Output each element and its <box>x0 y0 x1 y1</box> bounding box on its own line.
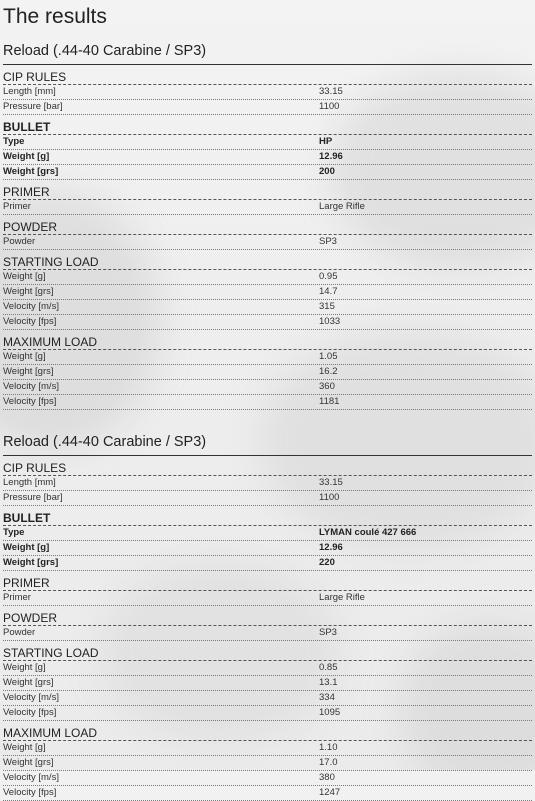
row-label: Velocity [m/s] <box>3 692 59 703</box>
row-label: Velocity [fps] <box>3 787 57 798</box>
table-row <box>3 395 532 410</box>
row-label: Weight [g] <box>3 351 46 362</box>
row-value: Large Rifle <box>319 201 365 212</box>
row-value: Large Rifle <box>319 592 365 603</box>
table-row <box>3 85 532 100</box>
row-label: Weight [g] <box>3 151 50 162</box>
section-heading: BULLET <box>3 511 532 526</box>
table-row <box>3 756 532 771</box>
table-row <box>3 315 532 330</box>
row-value: 16.2 <box>319 366 338 377</box>
section-heading: POWDER <box>3 220 532 235</box>
row-label: Velocity [m/s] <box>3 301 59 312</box>
row-value: 360 <box>319 381 335 392</box>
reload-title: Reload (.44-40 Carabine / SP3) <box>3 41 532 65</box>
row-label: Powder <box>3 627 36 638</box>
table-row <box>3 526 532 541</box>
row-label: Weight [grs] <box>3 166 59 177</box>
table-row <box>3 150 532 165</box>
row-label: Weight [g] <box>3 271 46 282</box>
table-row <box>3 491 532 506</box>
reload-title: Reload (.44-40 Carabine / SP3) <box>3 432 532 456</box>
row-value: 14.7 <box>319 286 338 297</box>
row-value: 334 <box>319 692 335 703</box>
reload-block <box>3 432 532 801</box>
row-value: 200 <box>319 166 335 177</box>
section-heading: MAXIMUM LOAD <box>3 726 532 741</box>
row-value: 33.15 <box>319 86 343 97</box>
row-value: 0.85 <box>319 662 338 673</box>
table-row <box>3 691 532 706</box>
table-row <box>3 135 532 150</box>
table-row <box>3 541 532 556</box>
row-value: 1.10 <box>319 742 338 753</box>
row-label: Velocity [m/s] <box>3 381 59 392</box>
table-row <box>3 350 532 365</box>
table-row <box>3 165 532 180</box>
row-label: Pressure [bar] <box>3 101 63 112</box>
table-row <box>3 706 532 721</box>
row-label: Type <box>3 527 25 538</box>
row-label: Length [mm] <box>3 86 56 97</box>
reload-sections <box>3 70 532 410</box>
row-value: SP3 <box>319 236 337 247</box>
row-value: 12.96 <box>319 542 343 553</box>
row-value: 1.05 <box>319 351 338 362</box>
row-label: Velocity [m/s] <box>3 772 59 783</box>
row-label: Primer <box>3 201 31 212</box>
section-heading: CIP RULES <box>3 70 532 85</box>
section-heading: PRIMER <box>3 576 532 591</box>
table-row <box>3 285 532 300</box>
row-label: Velocity [fps] <box>3 396 57 407</box>
row-label: Powder <box>3 236 36 247</box>
row-value: 1033 <box>319 316 341 327</box>
table-row <box>3 270 532 285</box>
table-row <box>3 676 532 691</box>
row-label: Velocity [fps] <box>3 707 57 718</box>
row-label: Weight [grs] <box>3 757 54 768</box>
table-row <box>3 476 532 491</box>
table-row <box>3 741 532 756</box>
table-row <box>3 771 532 786</box>
section-heading: STARTING LOAD <box>3 255 532 270</box>
section-heading: MAXIMUM LOAD <box>3 335 532 350</box>
row-value: 1181 <box>319 396 340 407</box>
row-value: LYMAN coulé 427 666 <box>319 527 417 538</box>
row-label: Weight [grs] <box>3 286 54 297</box>
table-row <box>3 626 532 641</box>
row-value: 17.0 <box>319 757 338 768</box>
row-value: 315 <box>319 301 335 312</box>
row-value: SP3 <box>319 627 337 638</box>
table-row <box>3 591 532 606</box>
table-row <box>3 365 532 380</box>
page-title: The results <box>3 5 107 28</box>
row-label: Weight [grs] <box>3 557 59 568</box>
table-row <box>3 786 532 801</box>
row-label: Type <box>3 136 25 147</box>
row-label: Velocity [fps] <box>3 316 57 327</box>
section-heading: STARTING LOAD <box>3 646 532 661</box>
reload-block <box>3 41 532 410</box>
row-label: Weight [g] <box>3 742 46 753</box>
row-value: 1095 <box>319 707 341 718</box>
row-value: 0.95 <box>319 271 338 282</box>
table-row <box>3 100 532 115</box>
row-label: Primer <box>3 592 31 603</box>
row-label: Length [mm] <box>3 477 56 488</box>
table-row <box>3 380 532 395</box>
row-value: 13.1 <box>319 677 338 688</box>
section-heading: BULLET <box>3 120 532 135</box>
row-label: Weight [g] <box>3 662 46 673</box>
row-value: 33.15 <box>319 477 343 488</box>
row-value: 1100 <box>319 492 340 503</box>
table-row <box>3 200 532 215</box>
row-value: HP <box>319 136 333 147</box>
table-row <box>3 556 532 571</box>
section-heading: PRIMER <box>3 185 532 200</box>
section-heading: POWDER <box>3 611 532 626</box>
row-label: Weight [g] <box>3 542 50 553</box>
reload-sections <box>3 461 532 801</box>
section-heading: CIP RULES <box>3 461 532 476</box>
row-label: Pressure [bar] <box>3 492 63 503</box>
row-value: 1100 <box>319 101 340 112</box>
table-row <box>3 300 532 315</box>
row-label: Weight [grs] <box>3 366 54 377</box>
row-value: 380 <box>319 772 335 783</box>
table-row <box>3 235 532 250</box>
table-row <box>3 661 532 676</box>
row-value: 12.96 <box>319 151 343 162</box>
row-value: 1247 <box>319 787 341 798</box>
reload-list <box>3 41 532 801</box>
row-label: Weight [grs] <box>3 677 54 688</box>
row-value: 220 <box>319 557 335 568</box>
